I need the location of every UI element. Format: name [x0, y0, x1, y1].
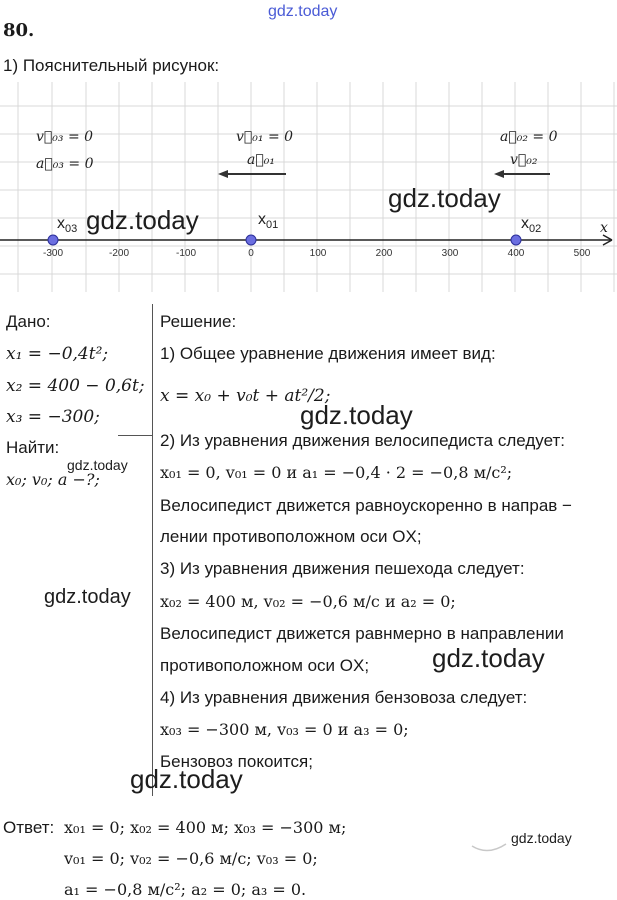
point-x01: [246, 235, 256, 245]
solution-line: лении противоположном оси OX;: [160, 527, 422, 546]
solution-line: 1) Общее уравнение движения имеет вид:: [160, 344, 496, 363]
tick-label: -300: [42, 248, 64, 259]
watermark-figure-left: gdz.today: [86, 205, 199, 235]
point-x02: [511, 235, 521, 245]
solution-line: x₀₃ = −300 м, v₀₃ = 0 и a₃ = 0;: [160, 720, 409, 739]
explanatory-figure: [0, 82, 617, 292]
watermark-bottom-right: gdz.today: [511, 830, 572, 846]
given-line: x₂ = 400 − 0,6t;: [6, 376, 145, 396]
find-line: x₀; v₀; a −?;: [6, 470, 100, 489]
answer-label: Ответ:: [3, 818, 55, 837]
v03-annotation: v⃗₀₃ = 0: [36, 129, 94, 145]
solution-line: x = x₀ + v₀t + at²/2;: [160, 386, 331, 406]
solution-line: x₀₁ = 0, v₀₁ = 0 и a₁ = −0,4 · 2 = −0,8 м/с²;: [160, 463, 513, 482]
watermark-given-small: gdz.today: [67, 457, 128, 473]
a01-arrow-head-icon: [218, 170, 228, 178]
solution-line: 2) Из уравнения движения велосипедиста следует:: [160, 431, 565, 450]
answer-line: v₀₁ = 0; v₀₂ = −0,6 м/с; v₀₃ = 0;: [64, 849, 318, 868]
answer-line: x₀₁ = 0; x₀₂ = 400 м; x₀₃ = −300 м;: [64, 818, 347, 837]
tick-label: 400: [507, 248, 525, 259]
tick-label: 200: [375, 248, 393, 259]
column-divider: [152, 304, 153, 796]
tick-label: -200: [108, 248, 130, 259]
solution-line: противоположном оси OX;: [160, 656, 370, 675]
a02-annotation: a⃗₀₂ = 0: [500, 129, 558, 145]
given-line: x₁ = −0,4t²;: [6, 344, 109, 364]
section-heading: 1) Пояснительный рисунок:: [3, 56, 220, 75]
problem-number: 80.: [3, 20, 35, 41]
x-axis-label: x: [600, 220, 608, 236]
solution-line: Велосипедист движется равнмерно в направлении: [160, 624, 564, 643]
watermark-figure-right: gdz.today: [388, 183, 501, 213]
point-label-x01: $x_{01}$: [258, 211, 279, 231]
point-x03: [48, 235, 58, 245]
tick-label: 0: [248, 248, 254, 259]
figure-grid: [0, 82, 617, 292]
watermark-bottom-left: gdz.today: [130, 764, 243, 794]
tick-label: 100: [309, 248, 327, 259]
solution-line: Бензовоз покоится;: [160, 752, 313, 771]
watermark-solution-mid: gdz.today: [300, 400, 413, 430]
solution-line: 4) Из уравнения движения бензовоза следует:: [160, 688, 528, 707]
solution-line: x₀₂ = 400 м, v₀₂ = −0,6 м/с и a₂ = 0;: [160, 592, 456, 611]
solution-line: 3) Из уравнения движения пешехода следует:: [160, 559, 525, 578]
point-label-x02: $x_{02}$: [521, 215, 542, 235]
tick-label: -100: [175, 248, 197, 259]
watermark-left-mid: gdz.today: [44, 586, 131, 608]
point-label-x03: $x_{03}$: [57, 215, 78, 235]
find-title: Найти:: [6, 438, 60, 457]
solution-title: Решение:: [160, 312, 237, 331]
watermark-swoosh-icon: [470, 838, 510, 856]
v01-annotation: v⃗₀₁ = 0: [236, 129, 294, 145]
tick-label: 500: [573, 248, 591, 259]
given-title: Дано:: [6, 312, 51, 331]
watermark-top: gdz.today: [268, 3, 338, 20]
tick-label: 300: [441, 248, 459, 259]
watermark-right-mid: gdz.today: [432, 643, 545, 673]
solution-line: Велосипедист движется равноускоренно в направ −: [160, 496, 572, 515]
a01-annotation: a⃗₀₁: [247, 152, 275, 168]
a03-annotation: a⃗₀₃ = 0: [36, 156, 94, 172]
answer-line: a₁ = −0,8 м/с²; a₂ = 0; a₃ = 0.: [64, 880, 307, 899]
v02-arrow-head-icon: [494, 170, 504, 178]
given-line: x₃ = −300;: [6, 407, 100, 427]
given-divider: [118, 435, 152, 436]
v02-annotation: v⃗₀₂: [510, 152, 538, 168]
